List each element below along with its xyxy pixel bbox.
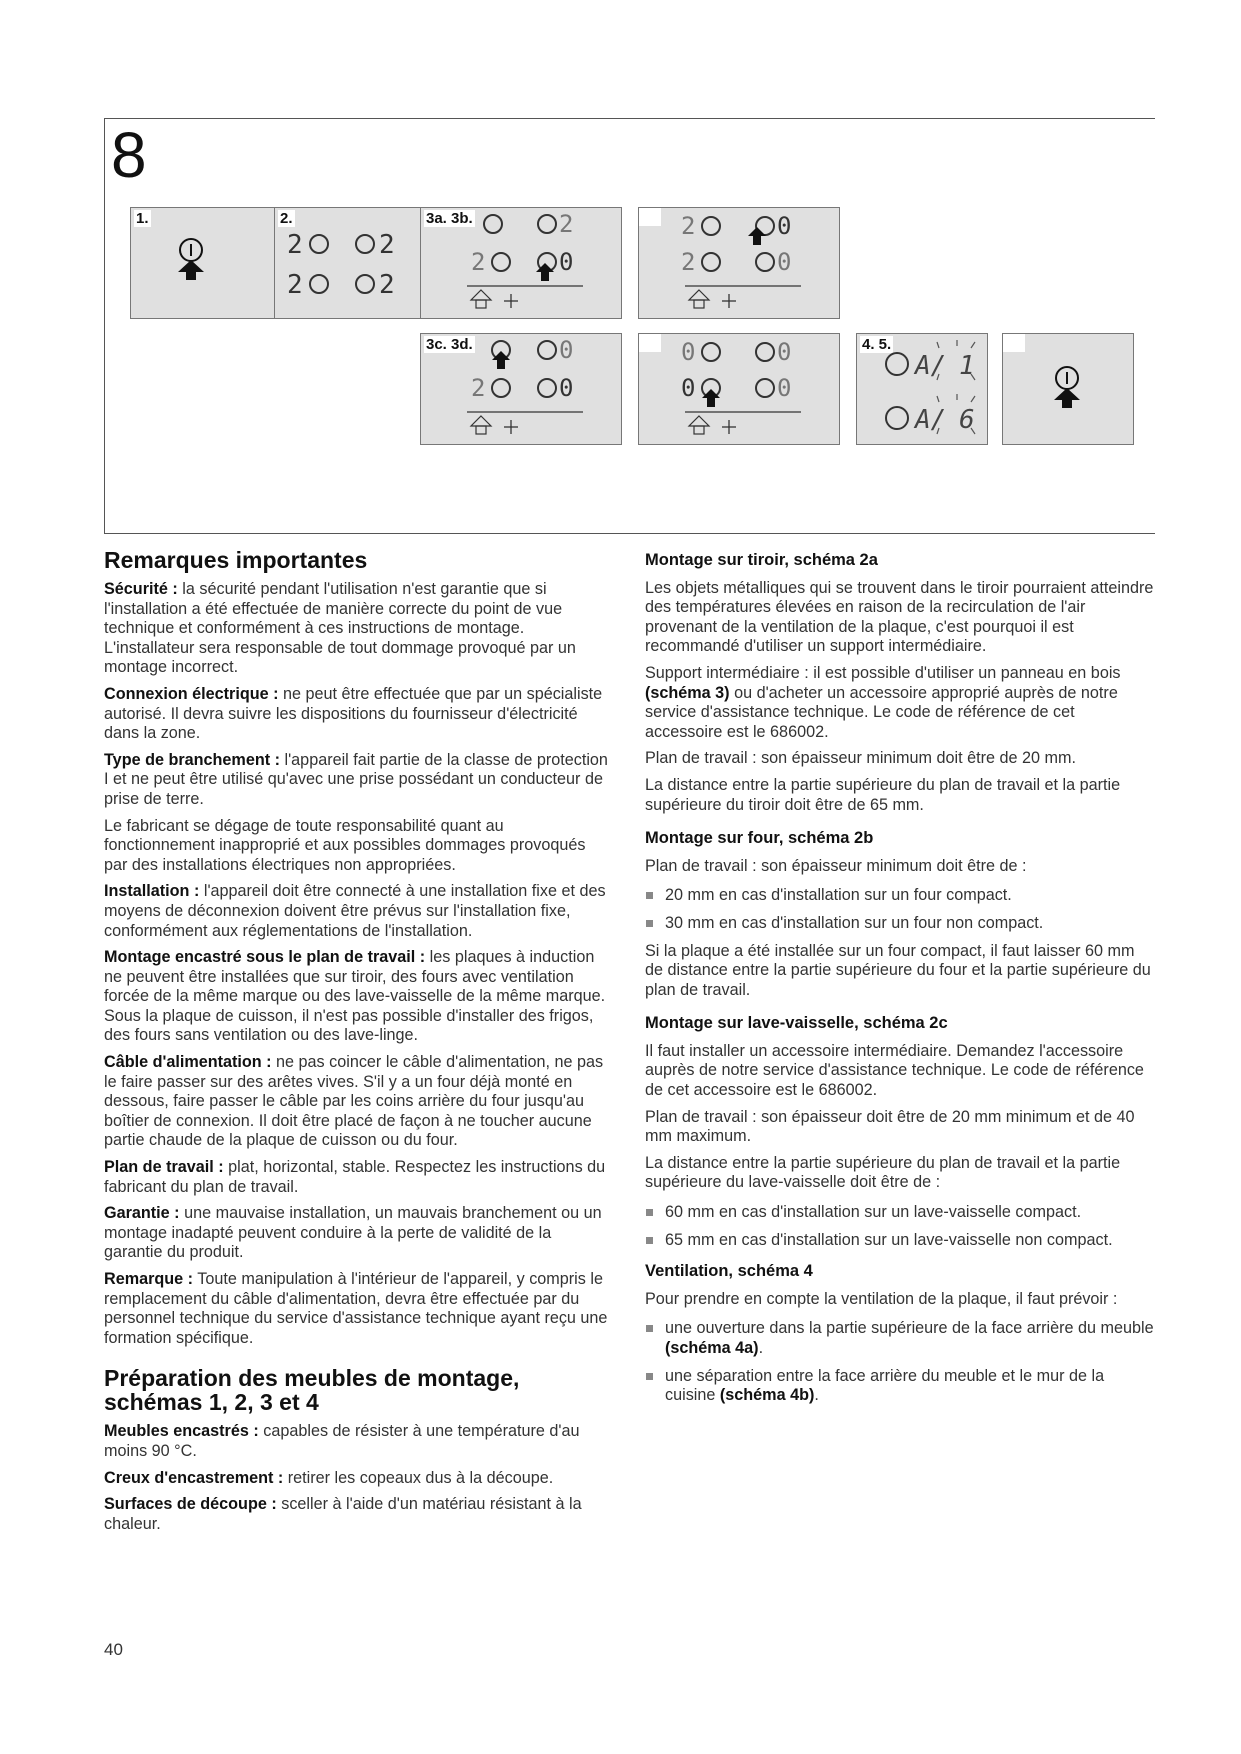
- svg-text:0: 0: [777, 248, 792, 276]
- svg-text:2: 2: [681, 248, 696, 276]
- para-tiroir-2: Support intermédiaire : il est possible d'utiliser un panneau en bois (schéma 3) ou d'acheter un accessoire approprié auprès de notre service d'assistance technique. Le code de référence de cet accessoire est le 686002.: [645, 663, 1121, 741]
- list-ventilation: [645, 1319, 1155, 1405]
- panel-label-2: 2.: [280, 210, 293, 227]
- panel-label-1: 1.: [136, 210, 149, 227]
- svg-text:0: 0: [777, 212, 792, 240]
- svg-text:2: 2: [471, 374, 486, 402]
- figure-number: 8: [111, 119, 147, 191]
- panel-4-5: [856, 333, 988, 445]
- cooktop-zones-icon: [639, 334, 841, 446]
- list-item: une séparation entre la face arrière du meuble et le mur de la cuisine (schéma 4b).: [645, 1367, 1155, 1406]
- para-four-1: Plan de travail : son épaisseur minimum doit être de :: [645, 856, 1027, 875]
- list-item: 60 mm en cas d'installation sur un lave-vaisselle compact.: [645, 1203, 1155, 1223]
- zone-value: 2: [379, 230, 395, 260]
- left-column: [104, 548, 610, 1541]
- para-surfaces: Surfaces de découpe : sceller à l'aide d'un matériau résistant à la chaleur.: [104, 1495, 582, 1533]
- svg-text:2: 2: [681, 212, 696, 240]
- panel-1: [130, 207, 288, 319]
- page-number: 40: [104, 1640, 123, 1659]
- heading-lave-vaisselle: Montage sur lave-vaisselle, schéma 2c: [645, 1014, 948, 1033]
- svg-text:A/: A/: [915, 405, 947, 435]
- panel-label-3a-3b: 3a. 3b.: [426, 210, 473, 227]
- list-lave-vaisselle: [645, 1203, 1155, 1250]
- cooktop-zones-icon: [421, 208, 623, 320]
- heading-four: Montage sur four, schéma 2b: [645, 829, 874, 848]
- panel-label-3c-3d: 3c. 3d.: [426, 336, 473, 353]
- display-value: 1: [959, 351, 975, 381]
- zone-value: 2: [287, 270, 303, 300]
- panel-2: [274, 207, 432, 319]
- para-tiroir-1: Les objets métalliques qui se trouvent dans le tiroir pourraient atteindre des températures élevées en raison de la recirculation de l'air provenant de la ventilation de la plaque, c'est pourquoi il est recommandé d'utiliser un support intermédiaire.: [645, 578, 1154, 656]
- para-type-branchement: Type de branchement : l'appareil fait partie de la classe de protection I et ne peut être utilisé qu'avec une prise possédant un conducteur de prise de terre.: [104, 750, 608, 808]
- zone-value: 2: [287, 230, 303, 260]
- para-tiroir-3: Plan de travail : son épaisseur minimum doit être de 20 mm.: [645, 749, 1076, 768]
- svg-text:0: 0: [777, 374, 792, 402]
- para-remarque: Remarque : Toute manipulation à l'intérieur de l'appareil, y compris le remplacement du câble d'alimentation, devra être effectuée par du personnel technique du service d'assistance technique ayant reçu une formation spécifique.: [104, 1270, 608, 1347]
- svg-text:A/: A/: [915, 351, 947, 381]
- list-four: [645, 886, 1155, 933]
- svg-text:0: 0: [559, 374, 574, 402]
- para-tiroir-4: La distance entre la partie supérieure du plan de travail et la partie supérieure du tiroir doit être de 65 mm.: [645, 775, 1121, 814]
- svg-text:0: 0: [559, 248, 574, 276]
- para-cable: Câble d'alimentation : ne pas coincer le câble d'alimentation, ne pas le faire passer sur des arêtes vives. S'il y a un four déjà monté en dessous, faire passer le câble par les coins arrière du four jusqu'au boîtier de connexion. Il doit être placé de façon à ne toucher aucune partie chaude de la plaque de cuisson ou du four.: [104, 1053, 604, 1150]
- figure-8: [104, 118, 1155, 534]
- list-item: 30 mm en cas d'installation sur un four non compact.: [645, 914, 1155, 934]
- panel-power-off: [1002, 333, 1134, 445]
- list-item: une ouverture dans la partie supérieure de la face arrière du meuble (schéma 4a).: [645, 1319, 1155, 1358]
- para-installation: Installation : l'appareil doit être connecté à une installation fixe et des moyens de déconnexion doivent être prévus sur l'installation fixe, conformément aux réglementations de l'installation.: [104, 882, 606, 940]
- zone-value: 2: [379, 270, 395, 300]
- cooktop-zones-icon: [421, 334, 623, 446]
- para-securite: Sécurité : la sécurité pendant l'utilisation n'est garantie que si l'installation a été effectuée de manière correcte du point de vue technique et conformément à ces instructions de montage. L'installateur sera responsable de tout dommage provoqué par un montage incorrect.: [104, 580, 576, 677]
- panel-3c-3d: [420, 333, 622, 445]
- power-icon: [1003, 334, 1135, 446]
- para-montage-encastre: Montage encastré sous le plan de travail : les plaques à induction ne peuvent être installées que sur tiroir, des fours avec ventilation forcée de la même marque ou des lave-vaisselle de la même marque. Sous la plaque de cuisson, il n'est pas possible d'installer des frigos, des fours sans ventilation ou des lave-linge.: [104, 948, 606, 1045]
- heading-tiroir: Montage sur tiroir, schéma 2a: [645, 551, 878, 569]
- svg-text:0: 0: [777, 338, 792, 366]
- right-column: [645, 551, 1155, 1414]
- panel-3b-step: [638, 207, 840, 319]
- svg-text:0: 0: [681, 374, 696, 402]
- para-lv-3: La distance entre la partie supérieure du plan de travail et la partie supérieure du lave-vaisselle doit être de :: [645, 1153, 1121, 1192]
- heading-important-notes: Remarques importantes: [104, 547, 368, 573]
- para-fabricant: Le fabricant se dégage de toute responsabilité quant au fonctionnement inapproprié et aux possibles dommages provoqués par des installations électriques non appropriées.: [104, 816, 586, 874]
- para-lv-1: Il faut installer un accessoire intermédiaire. Demandez l'accessoire auprès de notre service d'assistance technique. Le code de référence de cet accessoire est le 686002.: [645, 1041, 1144, 1100]
- para-creux: Creux d'encastrement : retirer les copeaux dus à la découpe.: [104, 1468, 554, 1487]
- para-plan-travail: Plan de travail : plat, horizontal, stable. Respectez les instructions du fabricant du plan de travail.: [104, 1158, 606, 1196]
- svg-text:2: 2: [471, 248, 486, 276]
- svg-text:2: 2: [559, 210, 574, 238]
- panel-label-4-5: 4. 5.: [862, 336, 892, 353]
- power-icon: [131, 208, 289, 320]
- list-item: 20 mm en cas d'installation sur un four compact.: [645, 886, 1155, 906]
- svg-text:0: 0: [681, 338, 696, 366]
- para-meubles: Meubles encastrés : capables de résister à une température d'au moins 90 °C.: [104, 1422, 580, 1460]
- list-item: 65 mm en cas d'installation sur un lave-vaisselle non compact.: [645, 1231, 1155, 1251]
- panel-3d-step: [638, 333, 840, 445]
- cooktop-zones-icon: [275, 208, 433, 320]
- para-lv-2: Plan de travail : son épaisseur doit être de 20 mm minimum et de 40 mm maximum.: [645, 1107, 1135, 1146]
- display-icon: [857, 334, 989, 446]
- para-four-2: Si la plaque a été installée sur un four compact, il faut laisser 60 mm de distance entre la partie supérieure du four et la partie supérieure du plan de travail.: [645, 941, 1151, 999]
- display-value: 6: [959, 405, 975, 435]
- panel-3a-3b: [420, 207, 622, 319]
- para-ventilation: Pour prendre en compte la ventilation de la plaque, il faut prévoir :: [645, 1289, 1118, 1308]
- para-connexion: Connexion électrique : ne peut être effectuée que par un spécialiste autorisé. Il devra suivre les dispositions du fournisseur d'électricité dans la zone.: [104, 684, 603, 743]
- svg-text:0: 0: [559, 336, 574, 364]
- heading-ventilation: Ventilation, schéma 4: [645, 1262, 813, 1281]
- para-garantie: Garantie : une mauvaise installation, un mauvais branchement ou un montage inadapté peuvent conduire à la perte de validité de la garantie du produit.: [104, 1204, 602, 1262]
- cooktop-zones-icon: [639, 208, 841, 320]
- heading-preparation: Préparation des meubles de montage, schémas 1, 2, 3 et 4: [104, 1365, 520, 1416]
